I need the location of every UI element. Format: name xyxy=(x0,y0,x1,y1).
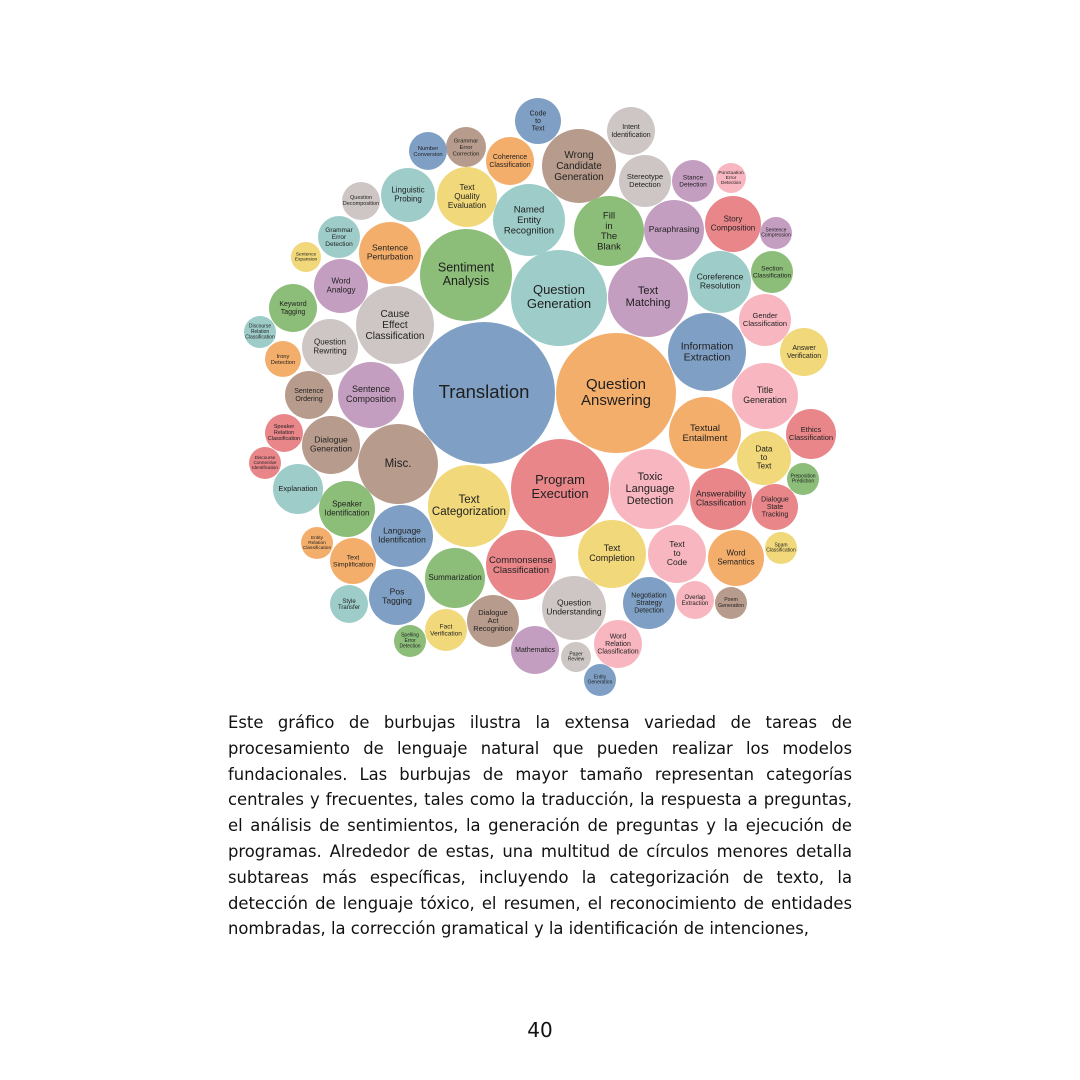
bubble-irony-detection xyxy=(265,341,301,377)
bubble-coreference-resolution xyxy=(689,251,751,313)
bubble-sentence-ordering xyxy=(285,371,333,419)
bubble-label-irony-detection: Irony Detection xyxy=(270,353,296,366)
bubble-label-answerability-classification: Answerability Classification xyxy=(695,488,747,508)
bubble-question-rewriting xyxy=(302,319,358,375)
bubble-toxic-language-detection xyxy=(610,449,690,529)
bubble-label-dialogue-generation: Dialogue Generation xyxy=(309,434,353,454)
bubble-label-text-completion: Text Completion xyxy=(589,543,635,564)
bubble-label-spelling-error-detection: Spelling Error Detection xyxy=(399,632,421,650)
bubble-text-quality-evaluation xyxy=(437,167,497,227)
bubble-label-linguistic-probing: Linguistic Probing xyxy=(391,185,425,204)
bubble-label-sentence-compression: Sentence Compression xyxy=(761,227,791,240)
bubble-label-discourse-relation-classification: Discourse Relation Classification xyxy=(245,323,275,341)
bubble-translation xyxy=(413,322,555,464)
bubble-summarization xyxy=(425,548,485,608)
bubble-information-extraction xyxy=(668,313,746,391)
bubble-label-question-generation: Question Generation xyxy=(526,282,592,312)
bubble-grammar-error-correction xyxy=(446,127,486,167)
bubble-label-answer-verification: Answer Verification xyxy=(786,345,822,360)
bubble-label-toxic-language-detection: Toxic Language Detection xyxy=(625,471,675,507)
bubble-fill-in-the-blank xyxy=(574,196,644,266)
bubble-negotiation-strategy-detection xyxy=(623,577,675,629)
bubble-word-semantics xyxy=(708,530,764,586)
bubble-label-speaker-relation-classification: Speaker Relation Classification xyxy=(267,424,301,443)
bubble-gender-classification xyxy=(739,294,791,346)
bubble-spelling-error-detection xyxy=(394,625,426,657)
bubble-label-language-identification: Language Identification xyxy=(378,525,426,545)
bubble-label-style-transfer: Style Transfer xyxy=(337,598,361,611)
bubble-label-entity-generation: Entity Generation xyxy=(587,674,613,687)
body-paragraph: Este gráfico de burbujas ilustra la extensa variedad de tareas de procesamiento de lenguaje natural que pueden realizar los modelos fundacionales. Las burbujas de mayor tamaño representan categorías centrales y frecuentes, tales como la traducción, la respuesta a preguntas, el análisis de sentimientos, la generación de preguntas y la ejecución de programas. Alrededor de estas, una multitud de círculos menores detalla subtareas más específicas, incluyendo la categorización de texto, la detección de lenguaje tóxico, el resumen, el reconocimiento de entidades nombradas, la corrección gramatical y la identificación de intenciones, xyxy=(228,713,852,939)
bubble-section-classification xyxy=(751,251,793,293)
bubble-discourse-relation-classification xyxy=(244,316,276,348)
bubble-sentence-expansion xyxy=(291,242,321,272)
bubble-cause-effect-classification xyxy=(356,286,434,364)
bubble-label-negotiation-strategy-detection: Negotiation Strategy Detection xyxy=(631,592,667,615)
bubble-label-question-rewriting: Question Rewriting xyxy=(313,337,347,356)
bubble-text-to-code xyxy=(648,525,706,583)
bubble-label-text-quality-evaluation: Text Quality Evaluation xyxy=(447,183,487,211)
bubble-label-stereotype-detection: Stereotype Detection xyxy=(626,171,664,190)
bubble-named-entity-recognition xyxy=(493,184,565,256)
bubble-label-discourse-connective-identification: Discourse Connective Identification xyxy=(252,455,278,471)
bubble-paper-review xyxy=(561,642,591,672)
bubble-label-word-semantics: Word Semantics xyxy=(717,548,755,567)
bubble-label-text-matching: Text Matching xyxy=(625,284,671,309)
bubble-wrong-candidate-generation xyxy=(542,129,616,203)
bubble-label-ethics-classification: Ethics Classification xyxy=(788,424,834,443)
bubble-label-fill-in-the-blank: Fill in The Blank xyxy=(597,210,621,252)
bubble-commonsense-classification xyxy=(486,530,556,600)
bubble-question-answering xyxy=(556,333,676,453)
bubble-language-identification xyxy=(371,505,433,567)
bubble-label-question-understanding: Question Understanding xyxy=(546,597,602,617)
bubble-label-grammar-error-detection: Grammar Error Detection xyxy=(325,226,353,248)
bubble-label-gender-classification: Gender Classification xyxy=(742,310,788,329)
bubble-label-named-entity-recognition: Named Entity Recognition xyxy=(503,204,555,236)
bubble-label-paraphrasing: Paraphrasing xyxy=(648,224,700,235)
bubble-label-punctuation-error-detection: Punctuation Error Detection xyxy=(718,171,744,187)
bubble-story-composition xyxy=(705,196,761,252)
bubble-label-pos-tagging: Pos Tagging xyxy=(382,586,412,606)
bubble-data-to-text xyxy=(737,431,791,485)
bubble-word-relation-classification xyxy=(594,620,642,668)
bubble-label-overlap-extraction: Overlap Extraction xyxy=(681,594,709,607)
bubble-textual-entailment xyxy=(669,397,741,469)
bubble-text-categorization xyxy=(428,465,510,547)
bubble-text-simplification xyxy=(330,538,376,584)
bubble-poem-generation xyxy=(715,587,747,619)
bubble-label-cause-effect-classification: Cause Effect Classification xyxy=(365,308,425,342)
bubble-grammar-error-detection xyxy=(318,216,360,258)
bubble-label-question-decomposition: Question Decomposition xyxy=(342,195,380,208)
bubble-label-number-conversion: Number Conversion xyxy=(413,145,443,158)
bubble-label-misc: Misc. xyxy=(384,458,412,471)
bubble-pos-tagging xyxy=(369,569,425,625)
bubble-label-translation: Translation xyxy=(438,380,530,402)
bubble-label-poem-generation: Poem Generation xyxy=(718,597,744,610)
bubble-spam-classification xyxy=(765,532,797,564)
bubble-mathematics xyxy=(511,626,559,674)
bubble-sentiment-analysis xyxy=(420,229,512,321)
bubble-label-textual-entailment: Textual Entailment xyxy=(682,422,728,444)
bubble-label-text-simplification: Text Simplification xyxy=(332,554,374,569)
bubble-label-coherence-classification: Coherence Classification xyxy=(489,154,531,169)
bubble-text-completion xyxy=(578,520,646,588)
bubble-label-explanation: Explanation xyxy=(278,483,318,493)
bubble-label-data-to-text: Data to Text xyxy=(755,444,773,471)
bubble-label-sentence-ordering: Sentence Ordering xyxy=(294,388,324,403)
bubble-discourse-connective-identification xyxy=(249,447,281,479)
bubble-speaker-identification xyxy=(319,481,375,537)
bubble-dialogue-act-recognition xyxy=(467,595,519,647)
bubble-label-speaker-identification: Speaker Identification xyxy=(324,499,370,518)
bubble-entity-generation xyxy=(584,664,616,696)
bubble-label-section-classification: Section Classification xyxy=(752,265,792,280)
bubble-dialogue-generation xyxy=(302,416,360,474)
bubble-label-program-execution: Program Execution xyxy=(531,472,589,502)
bubble-sentence-compression xyxy=(760,217,792,249)
bubble-label-word-relation-classification: Word Relation Classification xyxy=(597,633,639,656)
bubble-label-coreference-resolution: Coreference Resolution xyxy=(696,271,744,291)
bubble-stereotype-detection xyxy=(619,155,671,207)
bubble-label-title-generation: Title Generation xyxy=(743,385,787,406)
bubble-label-summarization: Summarization xyxy=(428,573,482,583)
bubble-word-analogy xyxy=(314,259,368,313)
bubble-label-word-analogy: Word Analogy xyxy=(326,276,356,295)
bubble-dialogue-state-tracking xyxy=(752,484,798,530)
bubble-program-execution xyxy=(511,439,609,537)
bubble-label-question-answering: Question Answering xyxy=(580,375,652,410)
bubble-label-sentence-composition: Sentence Composition xyxy=(345,384,397,405)
bubble-linguistic-probing xyxy=(381,168,435,222)
bubble-ethics-classification xyxy=(786,409,836,459)
bubble-entity-relation-classification xyxy=(301,527,333,559)
bubble-label-preposition-prediction: Preposition Prediction xyxy=(790,473,816,486)
bubble-label-keyword-tagging: Keyword Tagging xyxy=(279,301,307,316)
bubble-style-transfer xyxy=(330,585,368,623)
bubble-question-generation xyxy=(511,250,607,346)
bubble-intent-identification xyxy=(607,107,655,155)
bubble-coherence-classification xyxy=(486,137,534,185)
bubble-fact-verification xyxy=(425,609,467,651)
bubble-label-grammar-error-correction: Grammar Error Correction xyxy=(452,138,480,157)
bubble-label-spam-classification: Spam Classification xyxy=(766,542,796,555)
bubble-label-intent-identification: Intent Identification xyxy=(611,124,651,139)
bubble-label-sentence-perturbation: Sentence Perturbation xyxy=(366,242,414,262)
bubble-label-commonsense-classification: Commonsense Classification xyxy=(489,554,553,576)
bubble-label-fact-verification: Fact Verification xyxy=(430,623,462,638)
bubble-label-story-composition: Story Composition xyxy=(710,214,756,233)
bubble-misc xyxy=(358,424,438,504)
bubble-answerability-classification xyxy=(690,468,752,530)
bubble-label-wrong-candidate-generation: Wrong Candidate Generation xyxy=(554,149,604,183)
bubble-answer-verification xyxy=(780,328,828,376)
bubble-label-dialogue-act-recognition: Dialogue Act Recognition xyxy=(473,607,513,634)
bubble-label-sentiment-analysis: Sentiment Analysis xyxy=(437,260,495,289)
bubble-label-text-categorization: Text Categorization xyxy=(431,493,507,519)
bubble-label-dialogue-state-tracking: Dialogue State Tracking xyxy=(761,496,789,519)
bubble-preposition-prediction xyxy=(787,463,819,495)
bubble-speaker-relation-classification xyxy=(265,414,303,452)
bubble-sentence-perturbation xyxy=(359,222,421,284)
bubble-question-understanding xyxy=(542,576,606,640)
bubble-stance-detection xyxy=(672,160,714,202)
bubble-label-entity-relation-classification: Entity Relation Classification xyxy=(302,536,332,552)
bubble-punctuation-error-detection xyxy=(716,163,746,193)
page-number: 40 xyxy=(527,1018,553,1042)
bubble-label-information-extraction: Information Extraction xyxy=(680,340,734,364)
bubble-paraphrasing xyxy=(644,200,704,260)
bubble-text-matching xyxy=(608,257,688,337)
bubble-label-paper-review: Paper Review xyxy=(567,651,585,664)
bubble-label-mathematics: Mathematics xyxy=(515,646,555,654)
bubble-title-generation xyxy=(732,363,798,429)
bubble-sentence-composition xyxy=(338,362,404,428)
bubble-overlap-extraction xyxy=(676,581,714,619)
bubble-code-to-text xyxy=(515,98,561,144)
bubble-explanation xyxy=(273,464,323,514)
bubble-label-text-to-code: Text to Code xyxy=(666,539,688,568)
bubble-label-code-to-text: Code to Text xyxy=(529,110,547,133)
bubble-keyword-tagging xyxy=(269,284,317,332)
bubble-number-conversion xyxy=(409,132,447,170)
bubble-label-sentence-expansion: Sentence Expansion xyxy=(294,252,318,263)
bubble-label-stance-detection: Stance Detection xyxy=(679,174,707,189)
bubble-question-decomposition xyxy=(342,182,380,220)
